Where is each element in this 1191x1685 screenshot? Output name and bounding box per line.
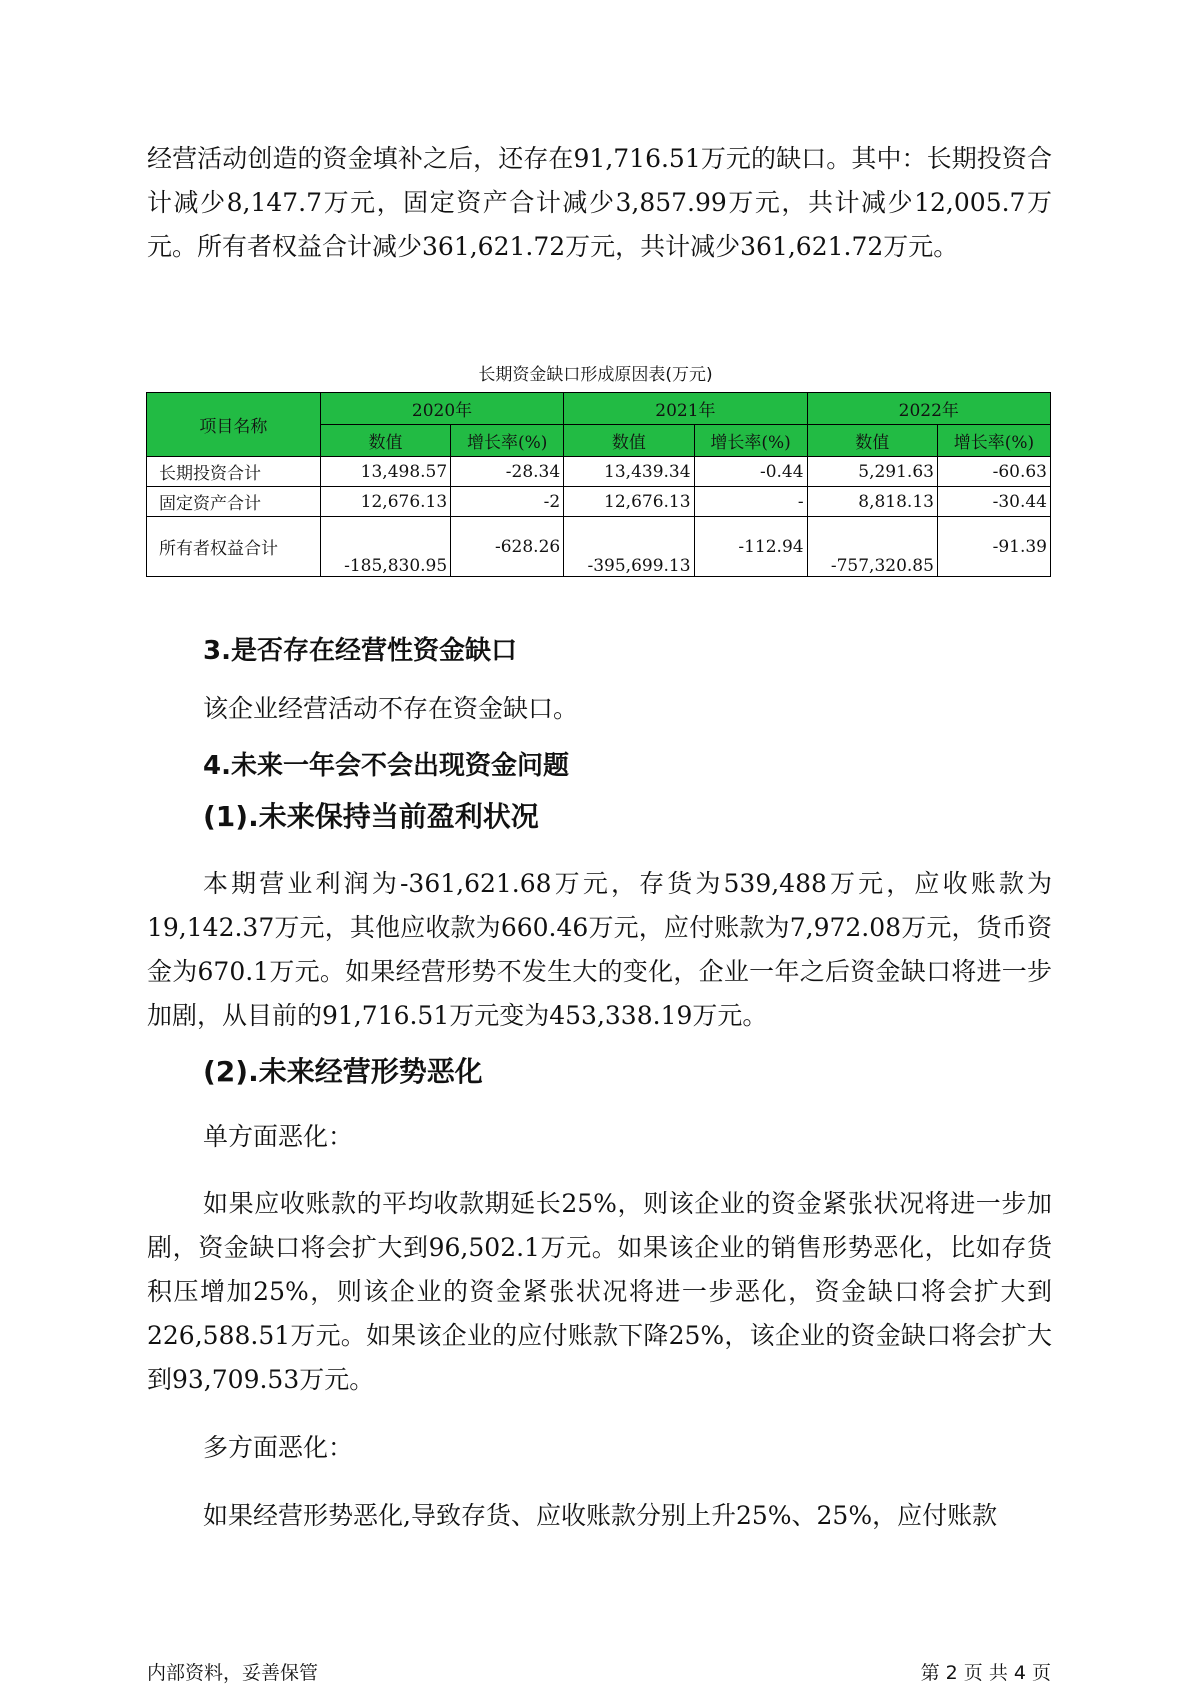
paragraph-multi-deterioration: 如果经营形势恶化,导致存货、应收账款分别上升25%、25%，应付账款 bbox=[203, 1501, 998, 1530]
subheader-growth: 增长率(%) bbox=[694, 425, 807, 457]
row-name: 所有者权益合计 bbox=[147, 517, 321, 577]
table-cell: -91.39 bbox=[937, 517, 1050, 577]
table-cell: - bbox=[694, 487, 807, 517]
subsection-heading-1: (1).未来保持当前盈利状况 bbox=[203, 800, 539, 833]
table-cell: -185,830.95 bbox=[320, 517, 450, 577]
page-number: 第 2 页 共 4 页 bbox=[920, 1662, 1051, 1684]
subheader-value: 数值 bbox=[807, 425, 937, 457]
header-item-name: 项目名称 bbox=[147, 393, 321, 457]
paragraph-single-deterioration: 如果应收账款的平均收款期延长25%，则该企业的资金紧张状况将进一步加剧，资金缺口将会扩大到96,502.1万元。如果该企业的销售形势恶化，比如存货积压增加25%，则该企业的资金紧张状况将进一步恶化，资金缺口将会扩大到226,588.51万元。如果该企业的应付账款下降25%，该企业的资金缺口将会扩大到93,709.53万元。 bbox=[147, 1189, 1052, 1394]
table-cell: 12,676.13 bbox=[320, 487, 450, 517]
table-cell: -2 bbox=[451, 487, 564, 517]
table-row bbox=[147, 517, 1051, 577]
row-name: 长期投资合计 bbox=[147, 457, 321, 487]
table-header-row bbox=[147, 393, 1051, 425]
paragraph-multi-label: 多方面恶化： bbox=[203, 1433, 354, 1462]
paragraph-operating-gap: 该企业经营活动不存在资金缺口。 bbox=[203, 694, 579, 723]
table-cell: 8,818.13 bbox=[807, 487, 937, 517]
header-year: 2021年 bbox=[564, 393, 807, 425]
section-heading-3: 3.是否存在经营性资金缺口 bbox=[203, 636, 517, 666]
section-heading-4: 4.未来一年会不会出现资金问题 bbox=[203, 751, 569, 781]
table-cell: -60.63 bbox=[937, 457, 1050, 487]
table-cell: 5,291.63 bbox=[807, 457, 937, 487]
table-row bbox=[147, 457, 1051, 487]
table-row bbox=[147, 487, 1051, 517]
subheader-growth: 增长率(%) bbox=[937, 425, 1050, 457]
subheader-value: 数值 bbox=[320, 425, 450, 457]
table-cell: -0.44 bbox=[694, 457, 807, 487]
subheader-value: 数值 bbox=[564, 425, 694, 457]
table-cell: 12,676.13 bbox=[564, 487, 694, 517]
header-year: 2020年 bbox=[320, 393, 563, 425]
header-year: 2022年 bbox=[807, 393, 1050, 425]
footer-note: 内部资料，妥善保管 bbox=[147, 1662, 319, 1684]
paragraph-current-profit: 本期营业利润为-361,621.68万元，存货为539,488万元，应收账款为19,142.37万元，其他应收款为660.46万元，应付账款为7,972.08万元，货币资金为670.1万元。如果经营形势不发生大的变化，企业一年之后资金缺口将进一步加剧，从目前的91,716.51万元变为453,338.19万元。 bbox=[147, 869, 1052, 1030]
table-cell: 13,439.34 bbox=[564, 457, 694, 487]
subheader-growth: 增长率(%) bbox=[451, 425, 564, 457]
subsection-heading-2: (2).未来经营形势恶化 bbox=[203, 1055, 483, 1088]
table-cell: -757,320.85 bbox=[807, 517, 937, 577]
table-cell: -30.44 bbox=[937, 487, 1050, 517]
table-caption: 长期资金缺口形成原因表(万元) bbox=[478, 365, 713, 385]
paragraph-single-label: 单方面恶化： bbox=[203, 1122, 354, 1151]
table-cell: 13,498.57 bbox=[320, 457, 450, 487]
table-cell: -112.94 bbox=[694, 517, 807, 577]
row-name: 固定资产合计 bbox=[147, 487, 321, 517]
capital-gap-table bbox=[146, 392, 1051, 577]
table-cell: -28.34 bbox=[451, 457, 564, 487]
table-cell: -628.26 bbox=[451, 517, 564, 577]
paragraph-gap-summary: 经营活动创造的资金填补之后，还存在91,716.51万元的缺口。其中：长期投资合计减少8,147.7万元，固定资产合计减少3,857.99万元，共计减少12,005.7万元。所有者权益合计减少361,621.72万元，共计减少361,621.72万元。 bbox=[147, 144, 1052, 261]
table-cell: -395,699.13 bbox=[564, 517, 694, 577]
